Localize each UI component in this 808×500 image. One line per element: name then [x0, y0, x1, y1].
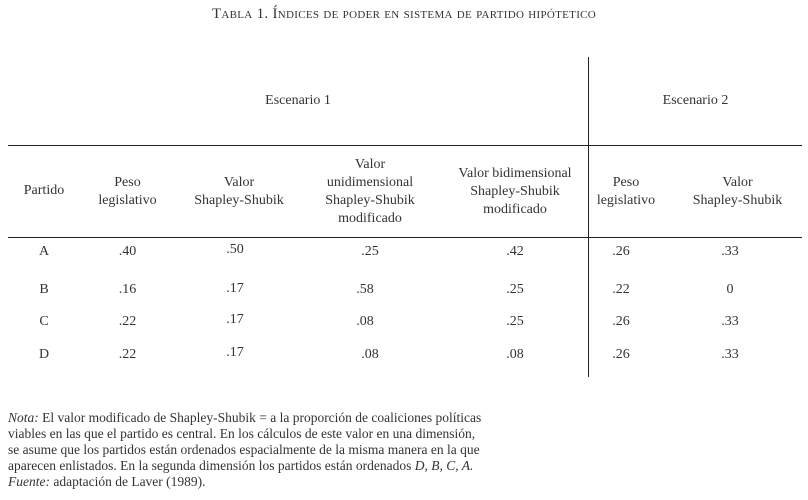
table-row-c-unidim: .08	[356, 314, 374, 329]
table-row-a-unidim: .25	[361, 244, 379, 259]
table-row-c-valor1: .17	[226, 312, 244, 327]
header-peso-legislativo-1: Peso legislativo	[98, 175, 157, 208]
table-row-a-valor2: .33	[721, 244, 739, 259]
rule-header-bottom	[8, 237, 802, 238]
table-row-a-partido: A	[38, 244, 50, 259]
table-row-d-bidim: .08	[506, 347, 524, 362]
table-row-b-partido: B	[39, 282, 49, 297]
table-title: Tabla 1. Índices de poder en sistema de partido hipótetico	[211, 6, 597, 22]
note-source: Fuente: adaptación de Laver (1989).	[8, 474, 206, 489]
table-row-d-peso2: .26	[612, 347, 630, 362]
note-line-4: aparecen enlistados. En la segunda dimensión los partidos están ordenados D, B, C, A.	[8, 458, 474, 473]
table-row-d-partido: D	[38, 347, 50, 362]
table-row-a-peso1: .40	[118, 244, 137, 259]
table-row-b-peso1: .16	[118, 282, 137, 297]
table-row-c-bidim: .25	[506, 314, 524, 329]
header-valor-shapley-shubik-1: Valor Shapley-Shubik	[194, 175, 284, 208]
source-label: Fuente:	[8, 474, 50, 489]
header-valor-shapley-shubik-2: Valor Shapley-Shubik	[692, 175, 783, 208]
table-row-b-valor1: .17	[226, 281, 244, 296]
table-row-b-unidim: .58	[356, 282, 374, 297]
note-line-1: Nota: El valor modificado de Shapley-Shubik = a la proporción de coaliciones políticas	[8, 410, 482, 425]
table-row-d-valor2: .33	[721, 347, 739, 362]
table-row-d-peso1: .22	[118, 347, 137, 362]
table-note	[8, 410, 568, 490]
table-row-a-peso2: .26	[612, 244, 630, 259]
table-row-b-bidim: .25	[506, 282, 524, 297]
note-line-2: viables en las que el partido es central. En los cálculos de este valor en una dimensión,	[8, 426, 476, 441]
header-unidimensional-modificado: Valor unidimensional Shapley-Shubik modificado	[325, 157, 415, 226]
table-row-d-unidim: .08	[361, 347, 379, 362]
table-row-a-bidim: .42	[506, 244, 524, 259]
table-row-c-partido: C	[39, 314, 49, 329]
header-peso-legislativo-2: Peso legislativo	[596, 175, 656, 208]
note-label: Nota:	[8, 410, 39, 425]
note-order: D, B, C, A.	[414, 458, 474, 473]
table-row-b-valor2: 0	[726, 282, 734, 297]
table-row-b-peso2: .22	[612, 282, 630, 297]
table-row-c-peso2: .26	[612, 314, 630, 329]
header-partido: Partido	[23, 183, 65, 198]
table-row-c-peso1: .22	[118, 314, 137, 329]
note-line-3: se asume que los partidos están ordenados espacialmente de la misma manera en la que	[8, 442, 480, 457]
header-bidimensional-modificado: Valor bidimensional Shapley-Shubik modificado	[458, 166, 572, 217]
scenario-1-heading: Escenario 1	[265, 93, 331, 108]
table-row-a-valor1: .50	[226, 242, 244, 257]
table-row-d-valor1: .17	[226, 345, 244, 360]
scenario-2-heading: Escenario 2	[662, 93, 729, 108]
rule-header-top	[8, 145, 802, 146]
table-row-c-valor2: .33	[721, 314, 739, 329]
